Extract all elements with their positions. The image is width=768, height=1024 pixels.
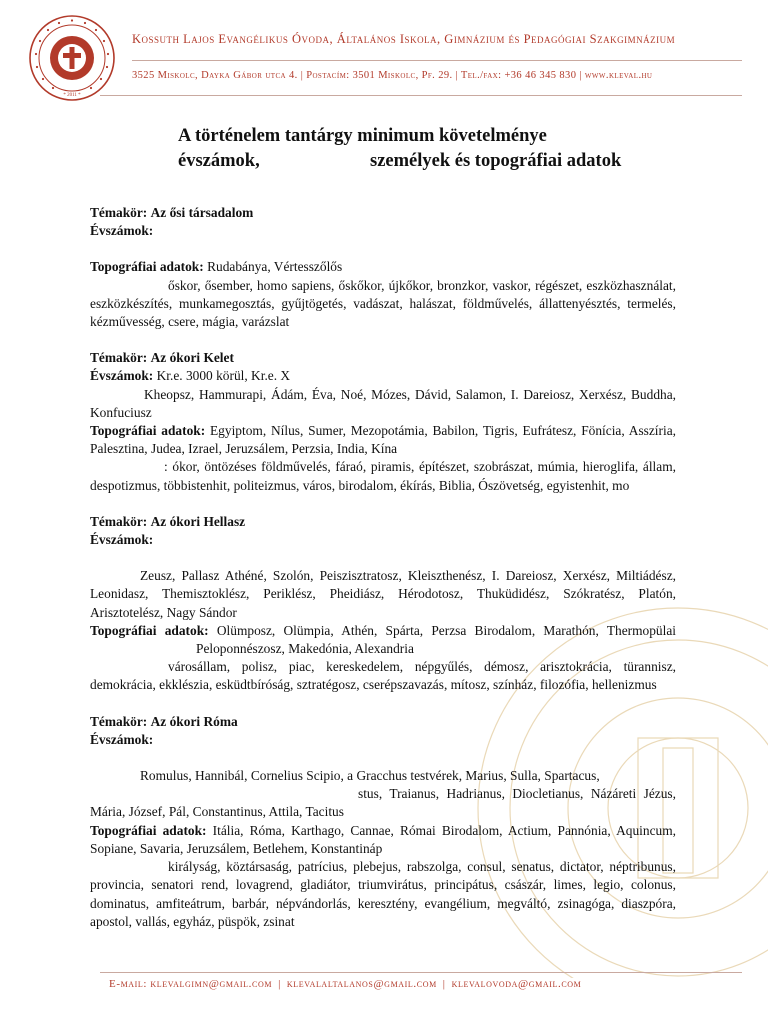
footer-rule <box>100 972 742 973</box>
theme-label: Témakör: <box>90 205 148 220</box>
concepts: őskor, ősember, homo sapiens, őskőkor, újkőkor, bronzkor, vaskor, régészet, eszközhasználat, eszközkészítés, munkamegosztás, gyűjtögetés, vadászat, halászat, földművelés, állattenyésztés, termelés, kézművesség, csere, mágia, varázslat <box>90 277 676 330</box>
svg-text:* 2011 *: * 2011 * <box>63 93 81 98</box>
footer-separator: | <box>442 978 446 990</box>
years-label: Évszámok: <box>90 368 154 384</box>
topo-value-a: Olümposz, Olümpia, Athén, Spárta, Perzsa Birodalom, Marathón, Thermopülai <box>216 622 676 638</box>
topo-value-b: Peloponnészosz, Makedónia, Alexandria <box>196 641 414 657</box>
theme-label: Témakör: <box>90 513 148 529</box>
section-ancient-rome <box>90 713 676 931</box>
title-line-2-years: évszámok, <box>178 151 260 171</box>
letter-footer <box>0 966 768 996</box>
footer-email-ovoda[interactable]: klevalovoda@gmail.com <box>451 978 582 990</box>
section-ancient-society <box>90 204 676 331</box>
concepts: királyság, köztársaság, patrícius, plebejus, rabszolga, consul, senatus, dictator, néptribunus, provincia, senatori rend, lovagrend, gladiátor, triumvirátus, principátus, császár, limes, legio, colonus, dominatus, amfiteátrum, barbár, népvándorlás, keresztény, evangélium, megváltó, zsinagóga, diaszpóra, apostol, vallás, egyház, püspök, zsinat <box>90 859 676 929</box>
school-address: 3525 Miskolc, Dayka Gábor utca 4. | Postacím: 3501 Miskolc, Pf. 29. | Tel./fax: +36 46 345 830 | www.kleval.hu <box>132 70 653 81</box>
document-body <box>90 204 676 949</box>
footer-contacts <box>106 978 746 990</box>
footer-separator: | <box>278 978 281 990</box>
years-value: Kr.e. 3000 körül, Kr.e. X <box>156 368 291 384</box>
section-ancient-hellas <box>90 513 676 695</box>
concepts: : ókor, öntözéses földművelés, fáraó, piramis, építészet, szobrászat, múmia, hieroglifa, állam, despotizmus, többistenhit, politeizmus, város, birodalom, ékírás, Biblia, Ószövetség, egyistenhit, mo <box>90 459 676 493</box>
footer-email-gimn[interactable]: E-mail: klevalgimn@gmail.com <box>109 978 273 990</box>
school-seal-icon <box>28 14 116 102</box>
years-label: Évszámok: <box>90 532 154 548</box>
footer-email-altalanos[interactable]: klevalaltalanos@gmail.com <box>286 978 437 990</box>
topo-label: Topográfiai adatok: <box>90 423 206 439</box>
years-label: Évszámok: <box>90 731 154 747</box>
theme-value: Az ókori Kelet <box>150 350 234 366</box>
topo-value: Egyiptom, Nílus, Sumer, Mezopotámia, Babilon, Tigris, Eufrátesz, Fönícia, Asszíria, Palesztina, Judea, Izrael, Jeruzsálem, Perzsia, India, Kína <box>90 423 677 457</box>
theme-label: Témakör: <box>90 350 148 366</box>
theme-value: Az ókori Hellasz <box>150 513 246 529</box>
persons-b: stus, Traianus, Hadrianus, Diocletianus, Názáreti Jézus, Mária, József, Pál, Constantinus, Attila, Tacitus <box>90 786 676 820</box>
theme-value: Az ókori Róma <box>150 713 238 729</box>
school-name: Kossuth Lajos Evangélikus Óvoda, Általános Iskola, Gimnázium és Pedagógiai Szakgimnázium <box>132 32 676 46</box>
theme-label: Témakör: <box>90 713 148 729</box>
title-line-1: A történelem tantárgy minimum követelménye <box>178 126 547 146</box>
header-bottom-rule <box>100 95 742 96</box>
topo-label: Topográfiai adatok: <box>90 622 209 638</box>
topo-label: Topográfiai adatok: <box>90 259 204 275</box>
section-ancient-east <box>90 349 676 495</box>
persons-a: Romulus, Hannibál, Cornelius Scipio, a Gracchus testvérek, Marius, Sulla, Spartacus, <box>140 768 600 784</box>
letterhead <box>0 0 768 100</box>
topo-label: Topográfiai adatok: <box>90 822 207 838</box>
topo-value: Itália, Róma, Karthago, Cannae, Római Birodalom, Actium, Pannónia, Aquincum, Sopiane, Savaria, Jeruzsálem, Betlehem, Konstantináp <box>90 822 676 856</box>
persons: Kheopsz, Hammurapi, Ádám, Éva, Noé, Mózes, Dávid, Salamon, I. Dareiosz, Xerxész, Buddha, Konfuciusz <box>90 386 676 420</box>
title-line-2-persons: személyek és topográfiai adatok <box>370 151 622 171</box>
years-label: Évszámok: <box>90 223 154 239</box>
concepts: városállam, polisz, piac, kereskedelem, népgyűlés, démosz, arisztokrácia, türannisz, demokrácia, ekklészia, esküdtbíróság, sztratégosz, cserépszavazás, mítosz, színház, filozófia, hellenizmus <box>90 659 676 693</box>
topo-value: Rudabánya, Vértesszőlős <box>207 259 343 275</box>
header-divider <box>132 60 742 61</box>
persons: Zeusz, Pallasz Athéné, Szolón, Peiszisztratosz, Kleiszthenész, I. Dareiosz, Xerxész, Miltiádész, Leonidasz, Themisztoklész, Periklész, Pheidiász, Hérodotosz, Thuküdidész, Szókratész, Platón, Arisztotelész, Nagy Sándor <box>90 568 676 620</box>
theme-value: Az ősi társadalom <box>150 205 254 220</box>
